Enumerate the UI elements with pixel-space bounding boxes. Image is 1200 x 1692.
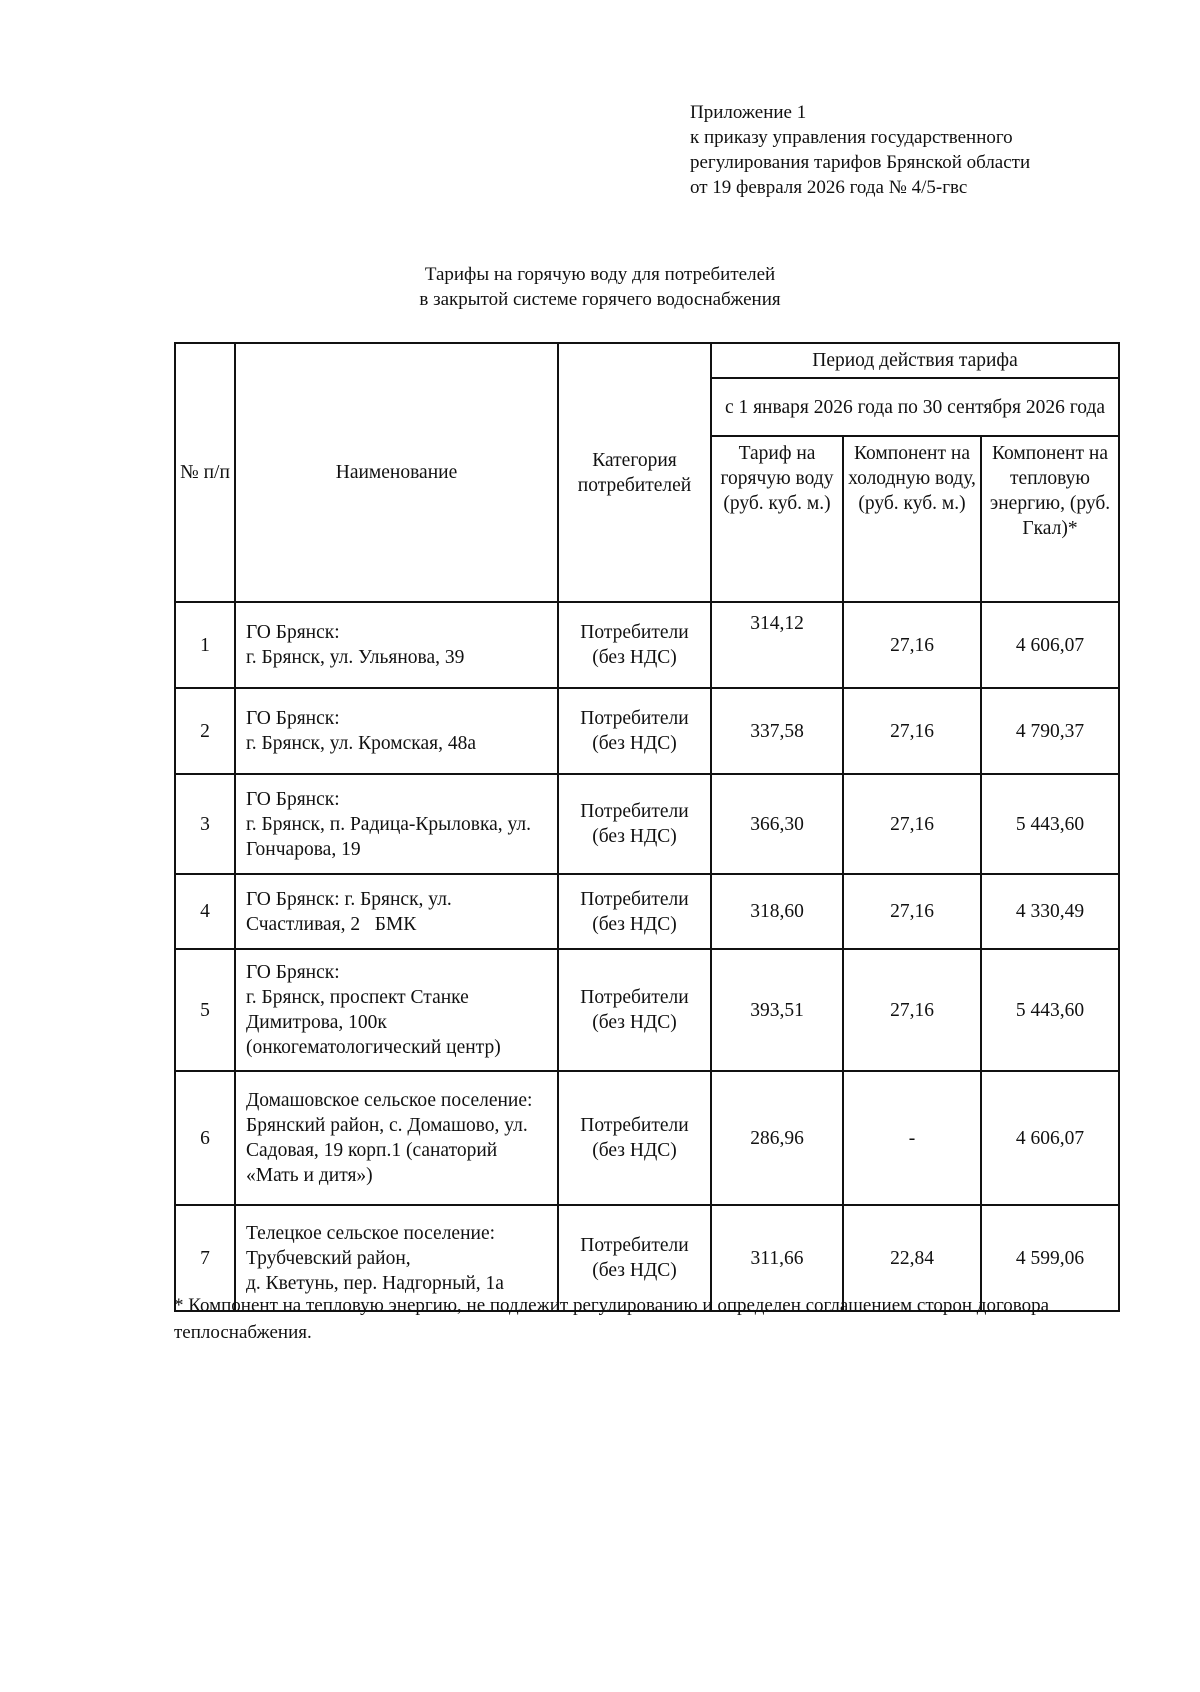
row-heat: 4 790,37 [981,688,1119,774]
row-name-line: ГО Брянск: г. Брянск, ул. Счастливая, 2 БМК [246,888,457,935]
row-tariff: 337,58 [711,688,843,774]
row-name-line: г. Брянск, проспект Станке Димитрова, 100к (онкогематологический центр) [246,987,501,1058]
header-period: Период действия тарифа [711,343,1119,378]
row-num: 6 [175,1071,235,1205]
row-cold: 27,16 [843,688,981,774]
appendix-line-1: Приложение 1 [690,102,807,123]
row-tariff: 286,96 [711,1071,843,1205]
row-category: Потребители (без НДС) [558,688,711,774]
table-row [175,874,1119,949]
appendix-line-3: регулирования тарифов Брянской области [690,152,1031,173]
row-name [235,874,558,949]
row-tariff: 366,30 [711,774,843,874]
header-name: Наименование [235,343,558,602]
row-num: 2 [175,688,235,774]
row-num: 1 [175,602,235,688]
row-cold: - [843,1071,981,1205]
row-name-line: ГО Брянск: [246,788,340,810]
table-row [175,949,1119,1071]
row-name-line: ГО Брянск: [246,622,340,643]
header-range: с 1 января 2026 года по 30 сентября 2026 года [711,378,1119,436]
appendix-line-2: к приказу управления государственного [690,127,1013,148]
row-category: Потребители (без НДС) [558,774,711,874]
row-name [235,1071,558,1205]
header-category: Категория потребителей [558,343,711,602]
row-tariff: 318,60 [711,874,843,949]
row-tariff: 393,51 [711,949,843,1071]
row-cold: 27,16 [843,874,981,949]
title-line-2: в закрытой системе горячего водоснабжения [419,289,781,310]
table-row [175,774,1119,874]
row-name-line: Домашовское сельское поселение: Брянский район, с. Домашово, ул. Садовая, 19 корп.1 (санаторий «Мать и дитя») [246,1090,533,1186]
row-cold: 27,16 [843,602,981,688]
row-name [235,774,558,874]
row-name-line: г. Брянск, ул. Кромская, 48а [246,733,476,754]
row-name-line: д. Кветунь, пер. Надгорный, 1а [246,1272,504,1294]
row-tariff: 311,66 [711,1205,843,1311]
appendix-line-4: от 19 февраля 2026 года № 4/5-гвс [690,177,968,198]
header-num: № п/п [175,343,235,602]
title-line-1: Тарифы на горячую воду для потребителей [424,264,776,285]
row-category: Потребители (без НДС) [558,949,711,1071]
row-heat: 4 330,49 [981,874,1119,949]
tariff-table [174,342,1120,1312]
row-cold: 27,16 [843,949,981,1071]
row-name-line: ГО Брянск: [246,708,340,729]
row-name [235,949,558,1071]
appendix-header [690,100,1030,200]
row-num: 4 [175,874,235,949]
table-row [175,602,1119,688]
row-tariff: 314,12 [711,602,843,688]
row-category: Потребители (без НДС) [558,602,711,688]
table-row [175,1071,1119,1205]
header-cold-component: Компонент на холодную воду, (руб. куб. м.) [843,436,981,602]
table-header-row [175,343,1119,378]
row-name-line: ГО Брянск: [246,962,340,983]
row-name [235,602,558,688]
row-cold: 22,84 [843,1205,981,1311]
row-name-line: г. Брянск, п. Радица-Крыловка, ул. Гончарова, 19 [246,813,532,860]
row-name-line: г. Брянск, ул. Ульянова, 39 [246,647,465,668]
footnote: * Компонент на тепловую энергию, не подлежит регулированию и определен соглашением сторон договора теплоснабжения. [174,1295,1050,1343]
row-heat: 5 443,60 [981,774,1119,874]
row-name [235,688,558,774]
row-heat: 4 606,07 [981,1071,1119,1205]
row-heat: 4 606,07 [981,602,1119,688]
row-cold: 27,16 [843,774,981,874]
document-title [0,262,1200,312]
row-name-line: Телецкое сельское поселение: Трубчевский район, [246,1222,496,1269]
row-num: 5 [175,949,235,1071]
header-tariff: Тариф на горячую воду (руб. куб. м.) [711,436,843,602]
row-num: 7 [175,1205,235,1311]
header-heat-component: Компонент на тепловую энергию, (руб. Гкал)* [981,436,1119,602]
row-category: Потребители (без НДС) [558,1205,711,1311]
table-row [175,688,1119,774]
row-heat: 5 443,60 [981,949,1119,1071]
row-category: Потребители (без НДС) [558,874,711,949]
row-num: 3 [175,774,235,874]
row-category: Потребители (без НДС) [558,1071,711,1205]
row-heat: 4 599,06 [981,1205,1119,1311]
